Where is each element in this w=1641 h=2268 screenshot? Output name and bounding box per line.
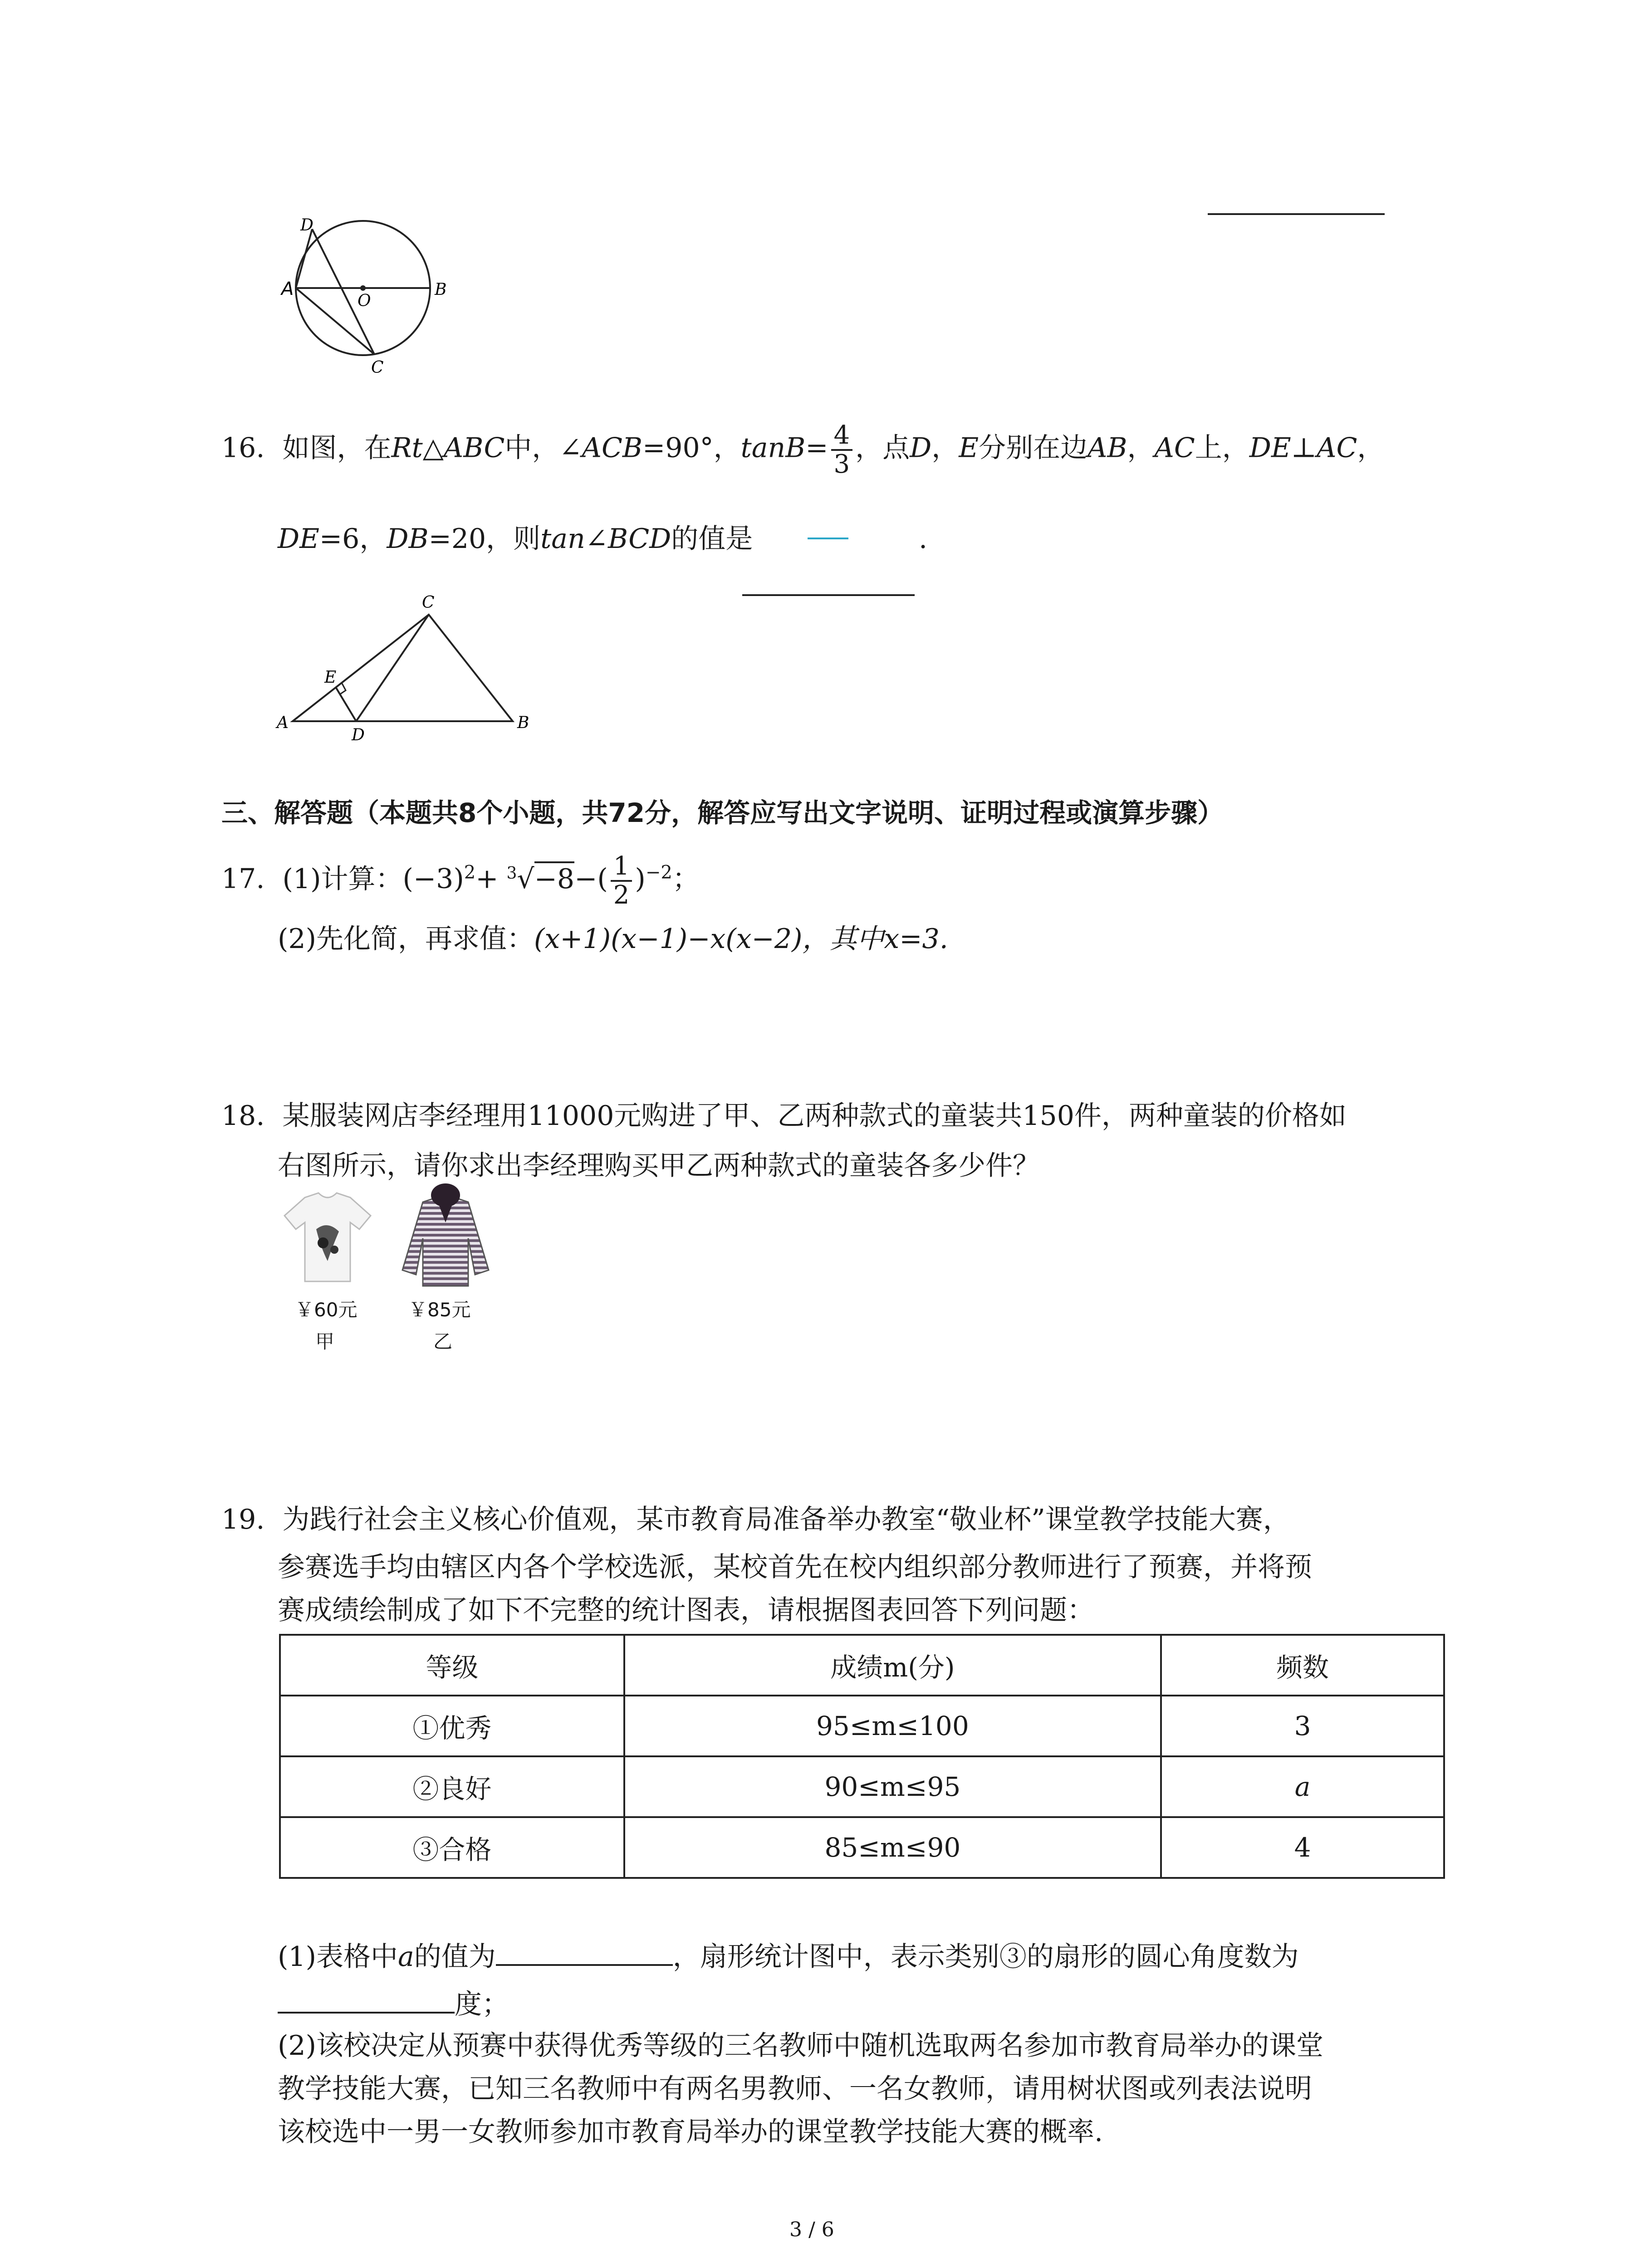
q19-part1-line1: (1)表格中a的值为 ，扇形统计图中，表示类别③的扇形的圆心角度数为: [278, 1937, 1299, 1975]
answer-blank-a[interactable]: [496, 1937, 673, 1966]
label-c: C: [422, 593, 435, 612]
striped-shirt-image: [391, 1179, 500, 1293]
table-cell: ①优秀: [280, 1696, 624, 1756]
q19-part2-line1: (2)该校决定从预赛中获得优秀等级的三名教师中随机选取两名参加市教育局举办的课堂: [278, 2030, 1323, 2062]
table-cell: 4: [1161, 1817, 1444, 1878]
q17-number: 17.: [221, 863, 265, 895]
label-e: E: [324, 668, 337, 687]
table-cell: a: [1161, 1756, 1444, 1817]
grade-table: [279, 1634, 1445, 1879]
name-label-a: 甲: [315, 1330, 335, 1353]
q16-end-period: .: [919, 523, 928, 555]
q16-line2: DE=6，DB=20，则tan∠BCD的值是: [278, 523, 753, 555]
q19-part1-line2: 度；: [278, 1984, 509, 2023]
table-cell: ③合格: [280, 1817, 624, 1878]
answer-blank-q15[interactable]: [1208, 213, 1385, 215]
table-cell: 90≤m≤95: [624, 1756, 1161, 1817]
segment-de: [336, 687, 356, 721]
label-o: O: [358, 292, 371, 310]
label-b: B: [435, 280, 447, 299]
table-row: [280, 1696, 1444, 1756]
root-body: −8: [534, 861, 574, 895]
q18-line2: 右图所示，请你求出李经理购买甲乙两种款式的童装各多少件？: [278, 1150, 1040, 1182]
table-cell: 85≤m≤90: [624, 1817, 1161, 1878]
table-row: [280, 1756, 1444, 1817]
table-header: 频数: [1161, 1635, 1444, 1696]
q19-part2-line3: 该校选中一男一女教师参加市教育局举办的课堂教学技能大赛的概率.: [278, 2116, 1103, 2148]
table-cell: ②良好: [280, 1756, 624, 1817]
label-a: A: [281, 279, 294, 299]
q17-part1: 17. (1)计算：$(-3)^2+ ^3√-8-$( $\frac{1}{2}$ )$^{-2}$；: [221, 851, 700, 910]
q19-line1: 19. 为践行社会主义核心价值观，某市教育局准备举办教室“敬业杯”课堂教学技能大赛，: [221, 1504, 1290, 1535]
figure-q16-triangle: [272, 590, 544, 744]
label-b: B: [517, 714, 529, 732]
price-label-b: ￥85元: [408, 1299, 471, 1321]
table-header: 等级: [280, 1635, 624, 1696]
table-row: [280, 1817, 1444, 1878]
tshirt-image: [278, 1188, 377, 1288]
fraction-4-3: $\frac{4}{3}$: [831, 422, 853, 478]
table-header-row: [280, 1635, 1444, 1696]
root-index: 3: [506, 864, 517, 883]
answer-hint-mark: [808, 538, 848, 539]
segment-cd: [356, 615, 429, 721]
q19-number: 19.: [221, 1504, 265, 1535]
label-d: D: [352, 726, 365, 744]
answer-blank-q16[interactable]: [742, 594, 915, 596]
label-a: A: [277, 714, 289, 732]
segment-ad: [296, 229, 312, 288]
table-cell: 3: [1161, 1696, 1444, 1756]
section-3-heading: 三、解答题（本题共8个小题，共72分，解答应写出文字说明、证明过程或演算步骤）: [221, 797, 1224, 828]
label-d: D: [300, 216, 314, 235]
center-dot: [360, 285, 366, 291]
q18-number: 18.: [221, 1100, 265, 1132]
q18-line1: 18. 某服装网店李经理用11000元购进了甲、乙两种款式的童装共150件，两种童装的价格如: [221, 1100, 1347, 1132]
q16-line1: 16. 如图，在Rt△ABC中，∠ACB=90°，tanB= $\frac{4}{3}$ ，点D，E分别在边AB，AC上，DE⊥AC，: [221, 420, 1385, 479]
table-header: 成绩m(分): [624, 1635, 1161, 1696]
table-cell: 95≤m≤100: [624, 1696, 1161, 1756]
page-number: 3 / 6: [789, 2218, 834, 2241]
q17-part2: (2)先化简，再求值：(x+1)(x−1)−x(x−2)，其中x=3.: [278, 923, 948, 955]
figure-q15-circle: [272, 213, 463, 376]
fraction-1-2: $\frac{1}{2}$: [611, 853, 632, 909]
answer-blank-angle[interactable]: [278, 1984, 455, 2014]
price-label-a: ￥60元: [295, 1299, 358, 1321]
q19-part2-line2: 教学技能大赛，已知三名教师中有两名男教师、一名女教师，请用树状图或列表法说明: [278, 2073, 1312, 2105]
q19-line3: 赛成绩绘制成了如下不完整的统计图表，请根据图表回答下列问题：: [278, 1594, 1094, 1626]
q16-number: 16.: [221, 432, 265, 464]
q19-line2: 参赛选手均由辖区内各个学校选派，某校首先在校内组织部分教师进行了预赛，并将预: [278, 1551, 1312, 1583]
label-c: C: [371, 358, 384, 376]
name-label-b: 乙: [433, 1330, 453, 1353]
